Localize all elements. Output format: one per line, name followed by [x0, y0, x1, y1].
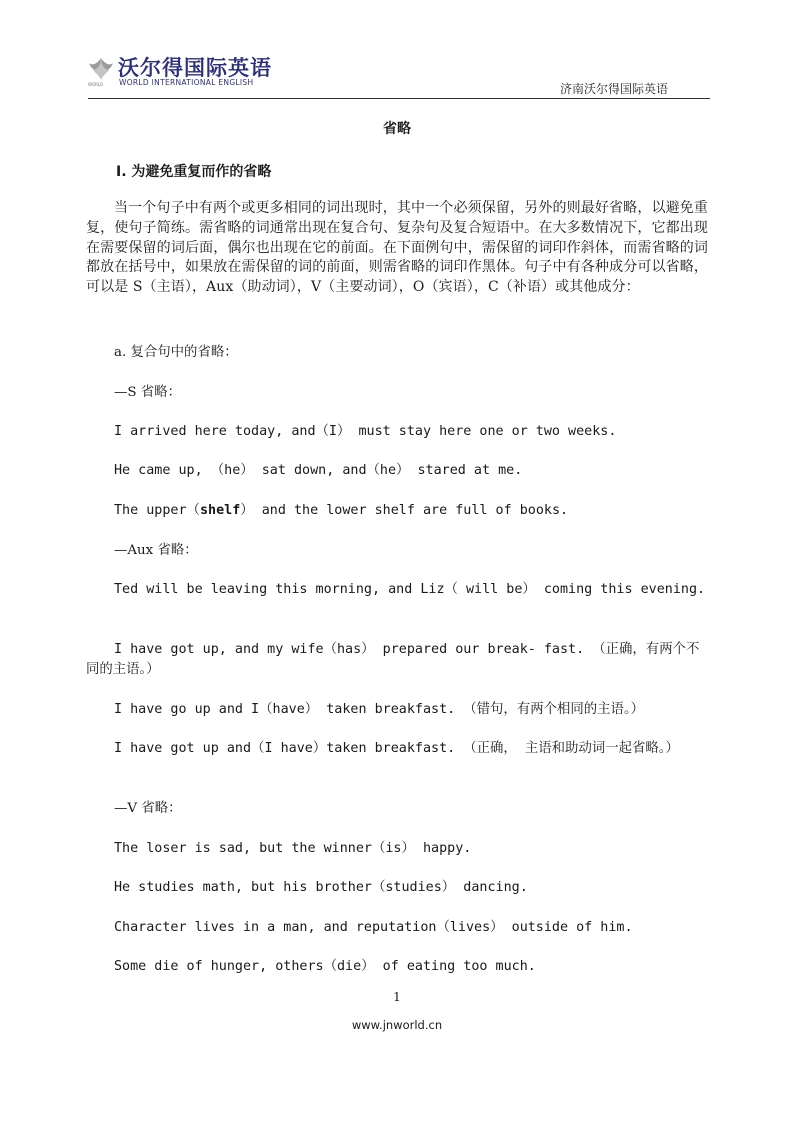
example-sentence [86, 501, 736, 521]
example-text: ） and the lower shelf are full of books. [240, 503, 569, 518]
intro-paragraph: 当一个句子中有两个或更多相同的词出现时，其中一个必须保留，另外的则最好省略，以避免重复，使句子简练。需省略的词通常出现在复合句、复杂句及复合短语中。在大多数情况下，它都出现在需要保留的词后面，偶尔也出现在它的前面。在下面例句中，需保留的词印作斜体，而需省略的词都放在括号中，如果放在需保留的词的前面，则需省略的词印作黑体。句子中有各种成分可以省略，可以是 S（主语），Aux（助动词），V（主要动词），O（宾语），C（补语）或其他成分： [86, 200, 708, 296]
page-number: 1 [393, 990, 401, 1004]
aux-ellipsis-label: —Aux 省略： [114, 543, 198, 558]
header-school-name: 济南沃尔得国际英语 [559, 82, 668, 96]
example-sentence: Ted will be leaving this morning, and Liz（ will be） coming this evening. [114, 582, 706, 597]
logo-mark-text: WORLD [88, 82, 104, 87]
footer-url[interactable]: www.jnworld.cn [351, 1018, 443, 1032]
logo-chinese-name: 沃尔得国际英语 [118, 56, 272, 80]
bold-word: shelf [199, 503, 241, 518]
example-sentence: I have got up, and my wife（has） prepared our break- fast. （正确，有两个不同的主语。） [86, 642, 700, 677]
example-sentence: The loser is sad, but the winner（is） happy. [114, 841, 472, 856]
example-sentence: I have got up and（I have）taken breakfast. （正确， 主语和助动词一起省略。） [114, 741, 679, 756]
header-divider [88, 98, 710, 99]
example-sentence: I arrived here today, and（I） must stay here one or two weeks. [114, 424, 617, 439]
s-ellipsis-label: —S 省略： [114, 385, 181, 400]
example-text: The upper（ [114, 503, 200, 518]
example-sentence: I have go up and I（have） taken breakfast. （错句，有两个相同的主语。） [114, 702, 645, 717]
example-sentence: Some die of hunger, others（die） of eating too much. [114, 959, 536, 974]
logo-english-name: WORLD INTERNATIONAL ENGLISH [119, 78, 254, 87]
section-heading: Ⅰ. 为避免重复而作的省略 [116, 164, 272, 180]
logo [88, 54, 272, 88]
page-title: 省略 [383, 121, 411, 137]
v-ellipsis-label: —V 省略： [114, 801, 182, 816]
example-sentence: He studies math, but his brother（studies） dancing. [114, 880, 528, 895]
subsection-a-label: a. 复合句中的省略： [114, 345, 238, 360]
example-sentence: Character lives in a man, and reputation（lives） outside of him. [114, 920, 633, 935]
example-sentence: He came up, （he） sat down, and（he） stared at me. [114, 463, 523, 478]
